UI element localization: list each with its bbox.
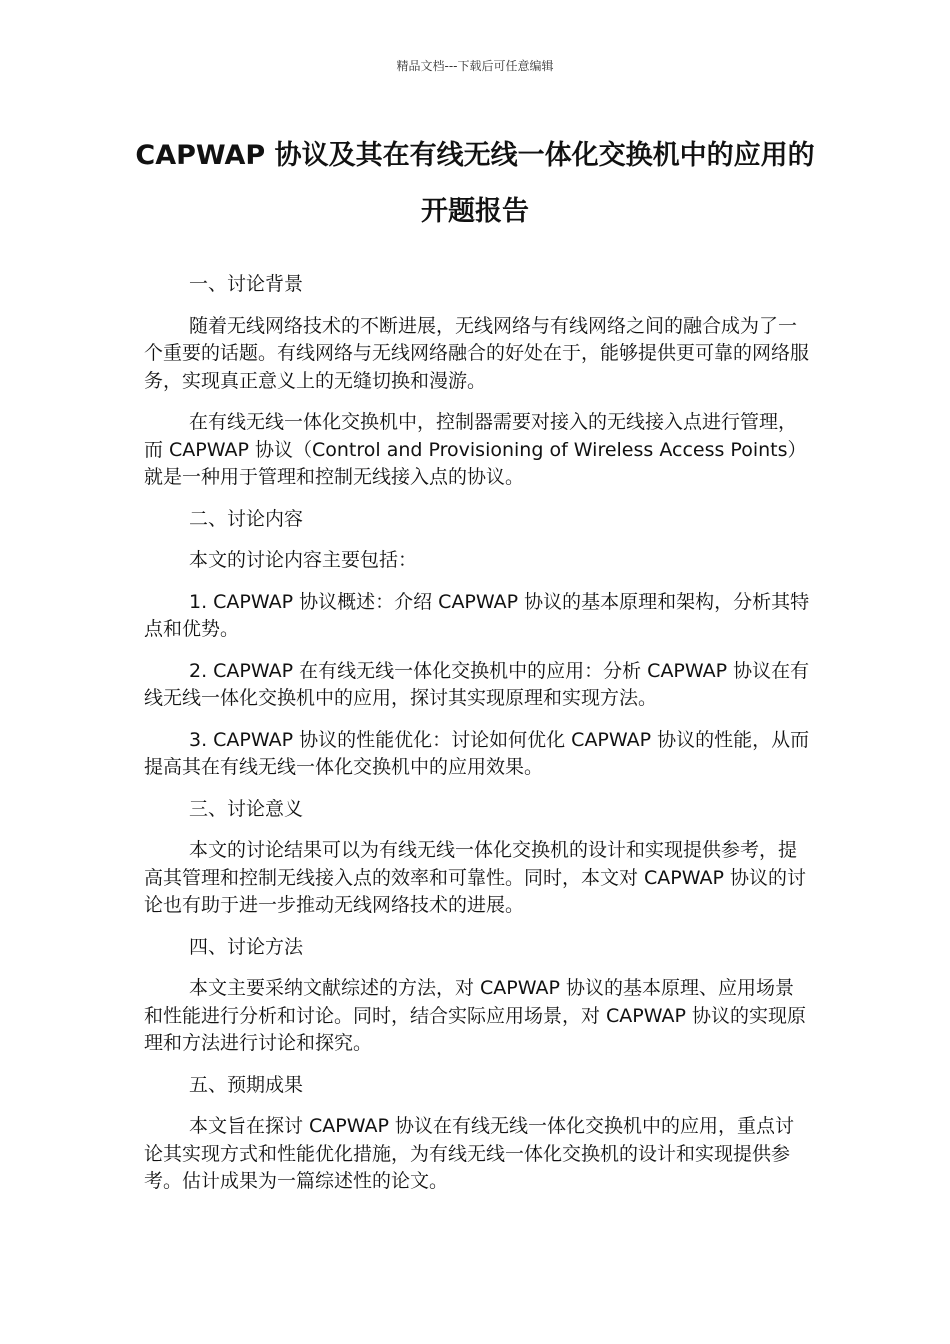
paragraph: 本文的讨论内容主要包括：: [189, 549, 418, 571]
paragraph: 随着无线网络技术的不断进展，无线网络与有线网络之间的融合成为了一个重要的话题。有线网络与无线网络融合的好处在于，能够提供更可靠的网络服务，实现真正意义上的无缝切换和漫游。: [144, 314, 810, 392]
document-title: CAPWAP 协议及其在有线无线一体化交换机中的应用的开题报告: [135, 140, 815, 227]
paragraph: 本文主要采纳文献综述的方法，对 CAPWAP 协议的基本原理、应用场景和性能进行分析和讨论。同时，结合实际应用场景，对 CAPWAP 协议的实现原理和方法进行讨论和探究。: [144, 977, 807, 1054]
paragraph: 本文旨在探讨 CAPWAP 协议在有线无线一体化交换机中的应用，重点讨论其实现方式和性能优化措施，为有线无线一体化交换机的设计和实现提供参考。估计成果为一篇综述性的论文。: [144, 1115, 795, 1192]
paragraph: 在有线无线一体化交换机中，控制器需要对接入的无线接入点进行管理，而 CAPWAP 协议（Control and Provisioning of Wireless Access Points）就是一种用于管理和控制无线接入点的协议。: [144, 411, 807, 488]
list-item: 2. CAPWAP 在有线无线一体化交换机中的应用：分析 CAPWAP 协议在有线无线一体化交换机中的应用，探讨其实现原理和实现方法。: [144, 659, 810, 709]
section-heading: 三、讨论意义: [189, 797, 304, 820]
document-body: [144, 271, 810, 1210]
section-heading: 五、预期成果: [189, 1073, 304, 1096]
paragraph: 本文的讨论结果可以为有线无线一体化交换机的设计和实现提供参考，提高其管理和控制无线接入点的效率和可靠性。同时，本文对 CAPWAP 协议的讨论也有助于进一步推动无线网络技术的进展。: [144, 839, 807, 916]
list-item: 3. CAPWAP 协议的性能优化：讨论如何优化 CAPWAP 协议的性能，从而提高其在有线无线一体化交换机中的应用效果。: [144, 728, 810, 778]
section-heading: 一、讨论背景: [189, 273, 304, 295]
header-note: 精品文档---下载后可任意编辑: [396, 59, 554, 73]
list-item: 1. CAPWAP 协议概述：介绍 CAPWAP 协议的基本原理和架构，分析其特点和优势。: [144, 590, 810, 640]
section-heading: 二、讨论内容: [189, 507, 304, 530]
section-heading: 四、讨论方法: [189, 935, 304, 958]
